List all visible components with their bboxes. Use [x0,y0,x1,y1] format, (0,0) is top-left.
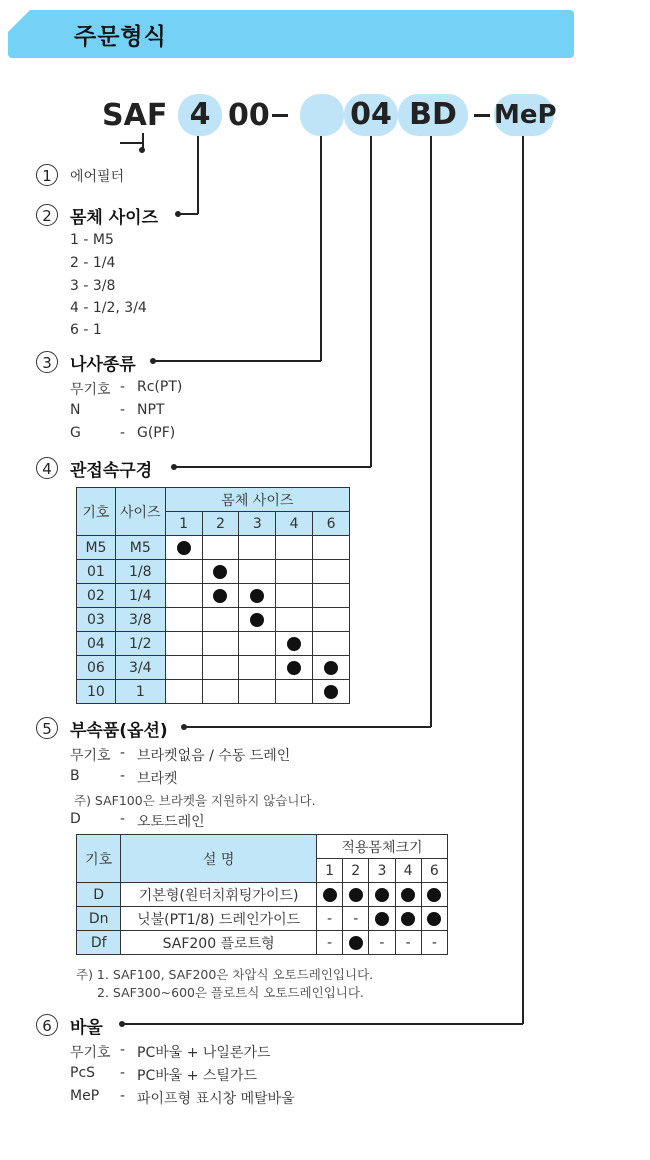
option-code-cell: Dn [77,907,121,931]
bowl-dash: - [120,1065,126,1081]
compat-cell [369,883,395,907]
port-code-cell: 02 [77,584,116,608]
body-size-item: 2 - 1/4 [70,255,116,271]
connector-2-v [197,136,199,214]
port-code-cell: 04 [77,632,116,656]
header-title: 주문형식 [74,24,167,50]
option-code: B [70,768,80,784]
table-row [77,536,350,560]
compat-cell [313,608,350,632]
table-row [77,931,448,955]
bowl-code: 무기호 [70,1045,111,1061]
section-3-number: 3 [36,351,58,373]
compat-cell [165,680,202,704]
option-footnote-1: 주) 1. SAF100, SAF200은 차압식 오토드레인입니다. [76,967,374,982]
compat-cell [343,931,369,955]
port-size-cell: 1/4 [115,584,165,608]
option-dash: - [120,768,126,784]
table-row [77,608,350,632]
code-dash-2 [474,114,490,117]
port-table-header-code: 기호 [77,488,116,536]
bowl-dash: - [120,1088,126,1104]
thread-dash: - [120,379,126,395]
thread-code: 무기호 [70,382,111,398]
compat-cell [316,883,342,907]
compat-cell [165,608,202,632]
bowl-code: PcS [70,1065,96,1081]
option-code: D [70,811,81,827]
filled-dot-icon [401,888,415,902]
connector-5-h [186,726,431,728]
option-table [76,834,448,955]
port-code-cell: 06 [77,656,116,680]
compat-cell [313,560,350,584]
port-table-body-size: 6 [313,512,350,536]
bowl-desc: 파이프형 표시창 메탈바울 [137,1091,295,1107]
compat-cell [276,560,313,584]
compat-cell [276,536,313,560]
compat-cell [313,656,350,680]
connector-5-v [430,136,432,727]
compat-cell [165,560,202,584]
connector-4-v [370,136,372,467]
bowl-dash: - [120,1042,126,1058]
option-table-header-body: 적용몸체크기 [316,835,447,859]
port-code-cell: 01 [77,560,116,584]
filled-dot-icon [250,613,264,627]
bowl-code: MeP [70,1088,100,1104]
connector-3-h [155,360,321,362]
option-table-body-size: 3 [369,859,395,883]
compat-cell [276,680,313,704]
port-size-cell: 1/2 [115,632,165,656]
option-table-body-size: 6 [421,859,447,883]
compat-cell: - [421,931,447,955]
filled-dot-icon [177,541,191,555]
compat-cell [165,536,202,560]
option-footnote-2: 2. SAF300~600은 플로트식 오토드레인입니다. [97,985,364,1000]
table-row [77,656,350,680]
thread-desc: Rc(PT) [137,379,183,395]
port-table-body-size: 1 [165,512,202,536]
code-bowl-pill: MeP [494,94,554,136]
compat-cell [202,680,239,704]
compat-cell [239,560,276,584]
code-dash-1 [272,114,288,117]
connector-6-v [522,136,524,1024]
code-port-pill: 04 [344,94,398,136]
filled-dot-icon [375,888,389,902]
filled-dot-icon [427,912,441,926]
section-6-title: 바울 [70,1018,103,1038]
option-desc-cell: 기본형(원터치휘팅가이드) [121,883,317,907]
section-2-number: 2 [36,204,58,226]
port-table-header-size: 사이즈 [115,488,165,536]
compat-cell [165,656,202,680]
connector-3-v [320,136,322,361]
compat-cell [202,632,239,656]
filled-dot-icon [349,888,363,902]
connector-4-dot [171,464,177,470]
option-desc: 브라켓 [137,771,178,787]
section-4-title: 관접속구경 [70,461,153,481]
compat-cell [313,584,350,608]
compat-cell: - [369,931,395,955]
compat-cell [369,907,395,931]
port-table-body-size: 4 [276,512,313,536]
body-size-item: 1 - M5 [70,232,114,248]
compat-cell: - [395,931,421,955]
port-size-cell: 3/4 [115,656,165,680]
compat-cell [239,536,276,560]
option-code: 무기호 [70,748,111,764]
port-size-cell: 1 [115,680,165,704]
compat-cell [421,883,447,907]
section-5-number: 5 [36,717,58,739]
option-note: 주) SAF100은 브라켓을 지원하지 않습니다. [74,793,316,808]
compat-cell: - [316,931,342,955]
option-desc: 브라켓없음 / 수동 드레인 [137,748,291,764]
connector-4-h [176,466,371,468]
filled-dot-icon [375,912,389,926]
filled-dot-icon [250,589,264,603]
header-corner [8,10,30,32]
table-row [77,883,448,907]
compat-cell [395,907,421,931]
table-row [77,680,350,704]
option-code-cell: D [77,883,121,907]
section-6-number: 6 [36,1014,58,1036]
port-table-header-body: 몸체 사이즈 [165,488,349,512]
compat-cell [276,632,313,656]
filled-dot-icon [323,888,337,902]
compat-cell [421,907,447,931]
section-1-title: 에어필터 [70,169,125,185]
compat-cell [313,632,350,656]
body-size-item: 3 - 3/8 [70,278,116,294]
thread-desc: NPT [137,402,165,418]
compat-cell: - [316,907,342,931]
table-row [77,907,448,931]
option-desc-cell: SAF200 플로트형 [121,931,317,955]
section-2-title: 몸체 사이즈 [70,208,159,228]
section-5-title: 부속품(옵션) [70,721,168,741]
connector-6-h [124,1023,523,1025]
filled-dot-icon [349,936,363,950]
code-series: 00 [228,98,270,133]
connector-1-dot [139,147,145,153]
connector-6-dot [119,1021,125,1027]
compat-cell [276,584,313,608]
filled-dot-icon [401,912,415,926]
port-size-table [76,487,350,704]
body-size-item: 4 - 1/2, 3/4 [70,300,147,316]
bowl-desc: PC바울 + 스틸가드 [137,1068,257,1084]
connector-3-dot [150,358,156,364]
body-size-item: 6 - 1 [70,322,102,338]
option-table-header-desc: 설 명 [121,835,317,883]
filled-dot-icon [324,685,338,699]
port-code-cell: M5 [77,536,116,560]
port-table-body-size: 2 [202,512,239,536]
compat-cell [313,680,350,704]
compat-cell [343,883,369,907]
compat-cell [165,632,202,656]
compat-cell [239,632,276,656]
section-4-number: 4 [36,457,58,479]
filled-dot-icon [287,637,301,651]
port-size-cell: 1/8 [115,560,165,584]
port-code-cell: 10 [77,680,116,704]
option-table-body-size: 2 [343,859,369,883]
compat-cell [239,584,276,608]
compat-cell [276,656,313,680]
prefix-underline [120,142,144,144]
section-1-number: 1 [36,164,58,186]
filled-dot-icon [324,661,338,675]
port-code-cell: 03 [77,608,116,632]
filled-dot-icon [213,565,227,579]
compat-cell [202,608,239,632]
code-thread-pill [300,94,344,136]
option-code-cell: Df [77,931,121,955]
thread-dash: - [120,425,126,441]
compat-cell [202,560,239,584]
compat-cell [202,536,239,560]
compat-cell [239,680,276,704]
connector-5-dot [181,724,187,730]
port-table-body-size: 3 [239,512,276,536]
compat-cell [276,608,313,632]
table-row [77,560,350,584]
port-size-cell: M5 [115,536,165,560]
option-table-body-size: 1 [316,859,342,883]
code-prefix: SAF [102,98,168,133]
option-table-body-size: 4 [395,859,421,883]
thread-desc: G(PF) [137,425,176,441]
compat-cell: - [343,907,369,931]
thread-dash: - [120,402,126,418]
option-table-header-code: 기호 [77,835,121,883]
filled-dot-icon [427,888,441,902]
compat-cell [165,584,202,608]
filled-dot-icon [213,589,227,603]
section-3-title: 나사종류 [70,355,136,375]
compat-cell [239,656,276,680]
connector-2-h [180,213,198,215]
bowl-desc: PC바울 + 나일론가드 [137,1045,271,1061]
port-size-cell: 3/8 [115,608,165,632]
compat-cell [395,883,421,907]
option-desc: 오토드레인 [137,814,205,830]
compat-cell [239,608,276,632]
section-header [8,10,574,58]
thread-code: N [70,402,81,418]
compat-cell [202,584,239,608]
table-row [77,584,350,608]
connector-2-dot [175,211,181,217]
option-desc-cell: 닛불(PT1/8) 드레인가이드 [121,907,317,931]
thread-code: G [70,425,81,441]
code-option-pill: BD [398,94,468,136]
option-dash: - [120,811,126,827]
option-dash: - [120,745,126,761]
filled-dot-icon [287,661,301,675]
table-row [77,632,350,656]
code-size-pill: 4 [178,94,222,136]
compat-cell [202,656,239,680]
compat-cell [313,536,350,560]
